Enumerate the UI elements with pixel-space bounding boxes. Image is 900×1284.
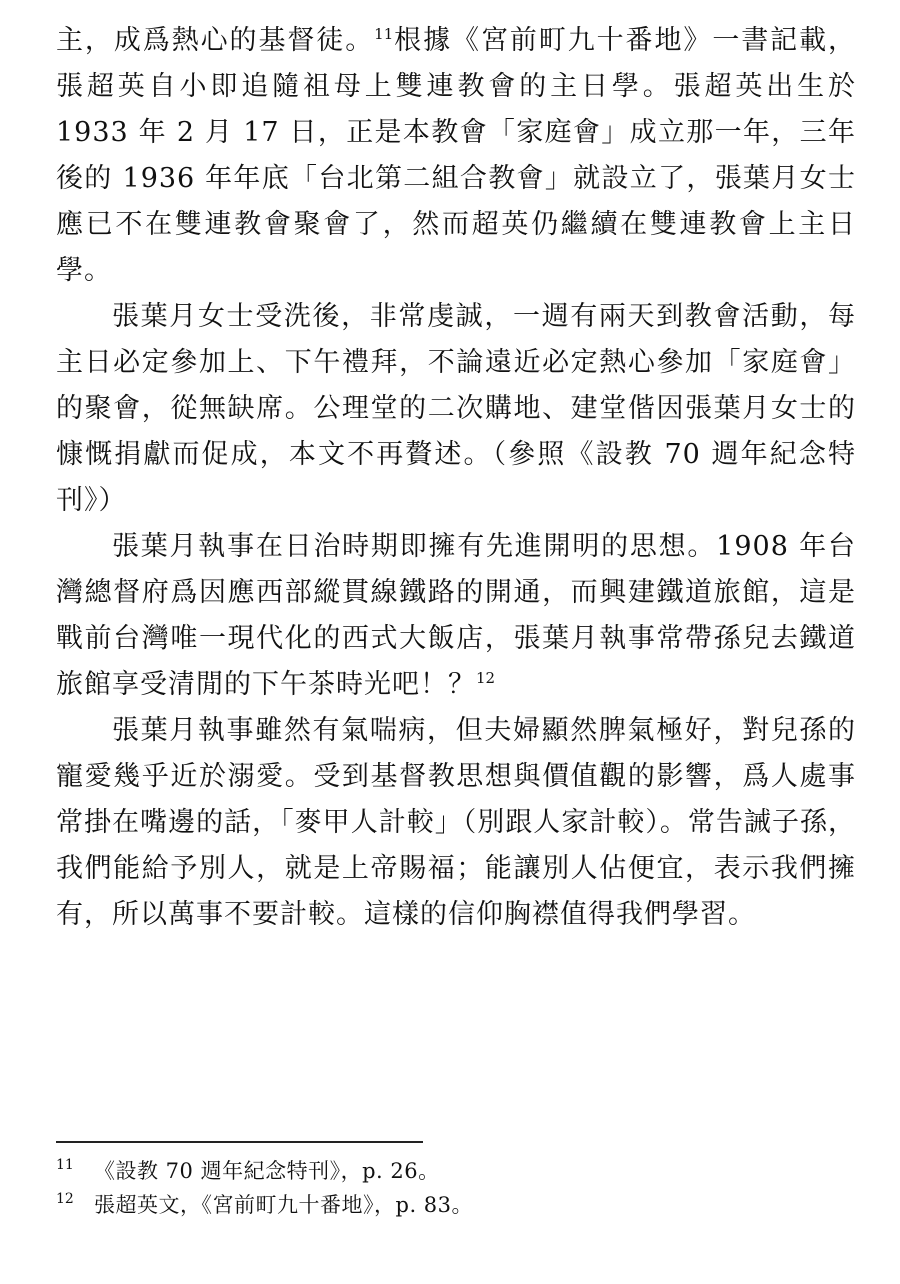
footnote-number: 11 [56, 1157, 74, 1173]
paragraph [56, 524, 856, 708]
footnote-number: 12 [56, 1191, 74, 1207]
body-text [56, 18, 856, 938]
paragraph-text: 張葉月女士受洗後，非常虔誠，一週有兩天到教會活動，每主日必定參加上、下午禮拜，不論遠近必定熱心參加「家庭會」的聚會，從無缺席。公理堂的二次購地、建堂偕因張葉月女士的慷慨捐獻而促成，本文不再贅述。（參照《設教 70 週年紀念特刊》） [56, 301, 856, 516]
paragraph [56, 18, 856, 294]
footnote [56, 1190, 856, 1224]
paragraph-text: 主，成爲熱心的基督徒。 [56, 25, 375, 56]
paragraph [56, 708, 856, 938]
footnote-text: 張超英文，《宮前町九十番地》，p. 83。 [94, 1193, 474, 1217]
paragraph [56, 294, 856, 524]
footnote-reference: 12 [476, 669, 496, 687]
footnote-text: 《設教 70 週年紀念特刊》，p. 26。 [94, 1159, 440, 1183]
paragraph-text: 張葉月執事在日治時期即擁有先進開明的思想。1908 年台灣總督府爲因應西部縱貫線鐵路的開通，而興建鐵道旅館，這是戰前台灣唯一現代化的西式大飯店，張葉月執事常帶孫兒去鐵道旅館享受清閒的下午茶時光吧！？ [56, 531, 856, 700]
footnotes [56, 1156, 856, 1224]
footnote-reference: 11 [374, 25, 394, 43]
paragraph-text: 張葉月執事雖然有氣喘病，但夫婦顯然脾氣極好，對兒孫的寵愛幾乎近於溺愛。受到基督教思想與價值觀的影響，爲人處事常掛在嘴邊的話，「麥甲人計較」（別跟人家計較）。常告誡子孫，我們能給予別人，就是上帝賜福；能讓別人佔便宜，表示我們擁有，所以萬事不要計較。這樣的信仰胸襟值得我們學習。 [56, 715, 856, 930]
footnote [56, 1156, 856, 1190]
paragraph-text: 根據《宮前町九十番地》一書記載，張超英自小即追隨祖母上雙連教會的主日學。張超英出生於 1933 年 2 月 17 日，正是本教會「家庭會」成立那一年，三年後的 1936 年年底「台北第二組合教會」就設立了，張葉月女士應已不在雙連教會聚會了，然而超英仍繼續在雙連教會上主日學。 [56, 25, 857, 286]
footnote-separator [56, 1141, 423, 1143]
